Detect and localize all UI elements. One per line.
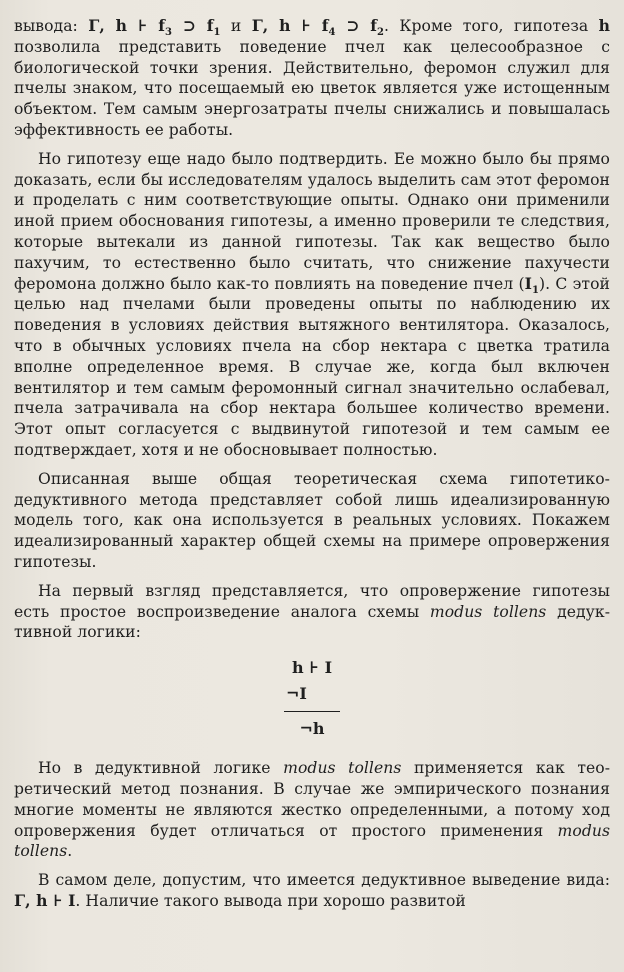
paragraph-p2	[14, 149, 610, 461]
text-run: На первый взгляд представляется, что опровержение гипотезы есть простое воспроизведение аналога схемы	[14, 581, 610, 621]
formula-conclusion: ¬h	[299, 719, 325, 739]
text-run: Но в дедуктивной логике	[38, 759, 284, 778]
paragraph-p1	[14, 16, 610, 141]
paragraph-p3	[14, 469, 610, 573]
text-run: . Наличие такого вывода при хорошо развитой	[75, 891, 466, 910]
text-run: и	[220, 17, 252, 35]
text-run: ⊃ f	[172, 16, 214, 35]
text-run: ⊃ f	[335, 16, 378, 35]
text-run: позволила представить поведение пчел как целесообразное с биологической точки зрения. Действительно, феромон служил для пчелы знаком, что посещаемый ею цветок является уже истощенным объектом. Тем самым энергозатраты пчелы снижались и повышалась эффективность ее работы.	[14, 37, 610, 139]
modus-tollens-formula	[14, 655, 610, 742]
formula-major-premise: h ⊦ I	[291, 658, 333, 678]
text-run: modus tollens	[283, 759, 402, 778]
text-run: ). С этой целью над пчелами были проведены опыты по наблюдению их поведения в условиях действия вытяжного вентилятора. Оказалось, что в обычных условиях пчела на сбор нектара с цветка тратила вполне определенное время. В случае же, когда был включен вентилятор и тем самым феромонный сигнал значительно ослабевал, пчела затрачивала на сбор нектара большее количество времени. Этот опыт согласуется с выдвинутой гипотезой и тем самым ее подтверждает, хотя и не обосновывает полностью.	[14, 274, 610, 459]
text-run: применяется как теоретический метод познания. В случае же эмпирического познания многие моменты не являются жестко определенными, а потому ход опровержения будет отличаться от простого применения	[14, 759, 611, 840]
text-run: дедуктивной логики:	[14, 602, 610, 642]
text-after-formula	[14, 758, 610, 912]
text-run: Γ, h ⊦ f	[251, 16, 329, 35]
text-run: Описанная выше общая теоретическая схема гипотетико-дедуктивного метода представляет собой лишь идеализированную модель того, как она используется в реальных условиях. Покажем идеализированный характер общей схемы на примере опровержения гипотезы.	[14, 469, 610, 571]
text-run: Γ, h ⊦ I	[14, 890, 76, 910]
text-run: Γ, h ⊦ f	[88, 16, 166, 35]
paragraph-p5	[14, 758, 610, 862]
formula-minor-premise: ¬I	[286, 684, 307, 704]
text-run: 4	[328, 27, 336, 39]
text-run: . Кроме того, гипотеза	[384, 17, 599, 35]
text-run: .	[67, 842, 73, 861]
paragraph-p4	[14, 581, 610, 643]
text-run: modus tollens	[14, 821, 610, 861]
text-run: 3	[165, 27, 173, 39]
text-run: I	[524, 273, 533, 293]
text-run: 1	[213, 27, 221, 39]
text-before-formula	[14, 16, 610, 643]
text-run: Но гипотезу еще надо было подтвердить. Ее можно было бы прямо доказать, если бы исследователям удалось выделить сам этот феромон и проделать с ним соответствующие опыты. Однако они применили иной прием обоснования гипотезы, а именно проверили те следствия, которые вытекали из данной гипотезы. Так как вещество было пахучим, то естественно было считать, что снижение пахучести феромона должно было как-то повлиять на поведение пчел (	[14, 149, 610, 293]
text-run: h	[598, 16, 611, 35]
text-run: 2	[377, 27, 385, 39]
formula-inference-line	[284, 711, 340, 712]
text-run: вывода:	[14, 17, 89, 35]
text-run: В самом деле, допустим, что имеется дедуктивное выведение вида:	[38, 871, 610, 890]
paragraph-p6	[14, 870, 610, 912]
text-run: 1	[532, 284, 540, 296]
text-run: modus tollens	[429, 602, 547, 621]
